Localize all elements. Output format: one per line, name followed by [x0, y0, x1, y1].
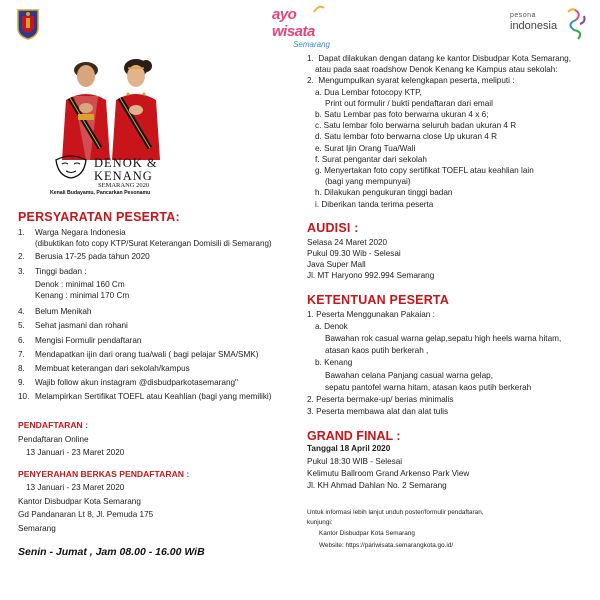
- rule-1a: a. Denok: [315, 321, 348, 331]
- step-text: Mengumpulkan syarat kelengkapan peserta, meliputi :: [318, 76, 515, 86]
- info-line1: Untuk informasi lebih lanjut unduh poster/formulir pendaftaran,: [307, 509, 484, 517]
- list-item: [18, 349, 293, 360]
- list-number: 3.: [18, 266, 25, 276]
- step-2e: e. Surat Ijin Orang Tua/Wali: [315, 143, 416, 153]
- list-text: (dibuktikan foto copy KTP/Surat Keterangan Domisili di Semarang): [35, 239, 272, 249]
- event-subtitle: SEMARANG 2020: [98, 182, 150, 189]
- rules-title: KETENTUAN PESERTA: [307, 292, 450, 307]
- list-text: Berusia 17-25 pada tahun 2020: [35, 252, 150, 262]
- right-column: [307, 53, 592, 551]
- event-tagline: Kenali Budayamu, Pancarkan Pesonamu: [50, 190, 151, 196]
- list-text: Warga Negara Indonesia: [35, 228, 126, 237]
- audition-title: AUDISI :: [307, 220, 359, 235]
- grand-final-title: GRAND FINAL :: [307, 429, 401, 444]
- submission-place3: Semarang: [18, 523, 56, 533]
- list-number: 6.: [18, 335, 25, 345]
- list-item: [18, 363, 293, 374]
- step-2a: a. Dua Lembar fotocopy KTP,: [315, 87, 422, 97]
- event-title-line2: KENANG: [94, 169, 153, 183]
- step-2b: b. Satu Lembar pas foto berwarna ukuran 4 x 6;: [315, 110, 489, 120]
- audition-time: Pukul 09.30 Wib - Selesai: [307, 249, 401, 259]
- audition-place: Java Super Mall: [307, 260, 366, 270]
- step-2g-cont: (bagi yang mempunyai): [325, 177, 411, 187]
- rule-1b: b. Kenang: [315, 358, 353, 368]
- list-number: 7.: [18, 349, 25, 359]
- list-text: Mengisi Formulir pendaftaran: [35, 335, 142, 345]
- indonesia-logo-text: indonesia: [510, 20, 558, 32]
- list-item: [18, 266, 293, 277]
- grand-final-date: Tanggal 18 April 2020: [307, 444, 391, 454]
- rule-1b-desc2: sepatu pantofel warna hitam, atasan kaos putih berkerah: [325, 382, 532, 392]
- rule-1: 1. Peserta Menggunakan Pakaian :: [307, 309, 435, 319]
- list-number: 5.: [18, 321, 25, 331]
- list-text: Sehat jasmani dan rohani: [35, 321, 128, 331]
- list-text: Melampirkan Sertifikat TOEFL atau Keahlian (bagi yang memiliki): [35, 392, 272, 402]
- list-text: Membuat keterangan dari sekolah/kampus: [35, 364, 190, 374]
- list-item: [18, 279, 293, 290]
- list-text: Mendapatkan ijin dari orang tua/wali ( bagi pelajar SMA/SMK): [35, 349, 259, 359]
- rule-2: 2. Peserta bermake-up/ berias minimalis: [307, 395, 454, 405]
- list-number: 4.: [18, 307, 25, 317]
- submission-title: PENYERAHAN BERKAS PENDAFTARAN :: [18, 469, 190, 480]
- list-item: [18, 335, 293, 346]
- submission-dates: 13 Januari - 23 Maret 2020: [26, 483, 125, 493]
- list-text: Kenang : minimal 170 Cm: [35, 291, 130, 301]
- submission-place2: Gd Pandanaran Lt 8, Jl. Pemuda 175: [18, 510, 154, 520]
- list-number: 10.: [18, 392, 30, 402]
- registration-title: PENDAFTARAN :: [18, 419, 89, 430]
- list-item: [18, 320, 293, 331]
- list-number: 8.: [18, 364, 25, 374]
- list-item: [18, 251, 293, 262]
- step-2i: i. Diberikan tanda terima peserta: [315, 199, 434, 209]
- list-item: [18, 391, 293, 402]
- step-1-cont: atau pada saat roadshow Denok Kenang ke Kampus atau sekolah:: [315, 65, 558, 75]
- registration-line1: Pendaftaran Online: [18, 434, 89, 444]
- step-2c: c. Satu lembar folo berwarna seluruh badan ukuran 4 R: [315, 121, 517, 131]
- rule-1a-desc1: Bawahan rok casual warna gelap,sepatu high heels warna hitam,: [325, 334, 562, 344]
- info-line3: Kantor Disbudpar Kota Semarang: [319, 530, 415, 538]
- list-item: [18, 306, 293, 317]
- list-text: Belum Menikah: [35, 307, 92, 317]
- list-text: Tinggi badan :: [35, 266, 87, 276]
- info-website[interactable]: Website: https://pariwisata.semarangkota.go.id/: [319, 542, 454, 550]
- step-2g: g. Menyertakan foto copy sertifikat TOEFL atau keahlian lain: [315, 166, 534, 176]
- step-2d: d. Satu lembar foto berwarna close Up ukuran 4 R: [315, 132, 498, 142]
- star-icon: [312, 4, 326, 14]
- grand-final-place: Kelimutu Ballroom Grand Arkenso Park View: [307, 468, 470, 478]
- denok-kenang-logo: [34, 140, 194, 202]
- mask-icon: [54, 154, 88, 180]
- step-2: [307, 75, 592, 86]
- list-item-note: [18, 238, 293, 249]
- info-line2: kunjungi:: [307, 518, 333, 526]
- list-number: 1.: [18, 228, 25, 237]
- list-item: [18, 377, 293, 388]
- rule-3: 3. Peserta membawa alat dan alat tulis: [307, 407, 449, 417]
- pesona-logo-text: pesona: [510, 12, 536, 19]
- list-number: 2.: [18, 252, 25, 262]
- ayo-wisata-logo: [272, 6, 336, 49]
- city-crest-icon: [16, 8, 40, 40]
- step-number: 1.: [307, 54, 319, 63]
- audition-address: Jl. MT Haryono 992.994 Semarang: [307, 271, 435, 281]
- rule-1a-desc2: atasan kaos putih berkerah ,: [325, 346, 429, 356]
- step-2a-cont: Print out formulir / bukti pendaftaran dari email: [325, 98, 493, 108]
- step-text: Dapat dilakukan dengan datang ke kantor Disbudpar Kota Semarang,: [318, 54, 572, 63]
- ayo-wisata-logo-subtext: Semarang: [293, 40, 330, 49]
- step-2f: f. Surat pengantar dari sekolah: [315, 154, 427, 164]
- pesona-swirl-icon: [562, 6, 588, 42]
- grand-final-time: Pukul 18:30 WIB - Selesai: [307, 456, 403, 466]
- registration-dates: 13 Januari - 23 Maret 2020: [26, 447, 125, 457]
- list-number: 9.: [18, 378, 25, 388]
- event-title-line1: DENOK &: [94, 156, 158, 170]
- pesona-indonesia-logo: [508, 4, 588, 44]
- audition-date: Selasa 24 Maret 2020: [307, 237, 388, 247]
- office-hours: Senin - Jumat , Jam 08.00 - 16.00 WiB: [18, 545, 205, 558]
- list-text: Denok : minimal 160 Cm: [35, 279, 125, 289]
- list-text: Wajib follow akun instagram @disbudparkotasemarang": [35, 378, 238, 388]
- list-item: [18, 227, 293, 238]
- requirements-list: [18, 227, 293, 403]
- step-2h: h. Dilakukan pengukuran tinggi badan: [315, 188, 453, 198]
- rule-1b-desc1: Bawahan celana Panjang casual warna gelap,: [325, 370, 493, 380]
- step-number: 2.: [307, 76, 319, 86]
- grand-final-address: Jl. KH Ahmad Dahlan No. 2 Semarang: [307, 481, 447, 491]
- submission-place1: Kantor Disbudpar Kota Semarang: [18, 497, 141, 507]
- ayo-wisata-logo-text: ayo wisata: [272, 6, 315, 40]
- list-item: [18, 290, 293, 301]
- left-column: [18, 210, 293, 558]
- requirements-title: PERSYARATAN PESERTA:: [18, 210, 180, 224]
- step-1: [307, 53, 592, 64]
